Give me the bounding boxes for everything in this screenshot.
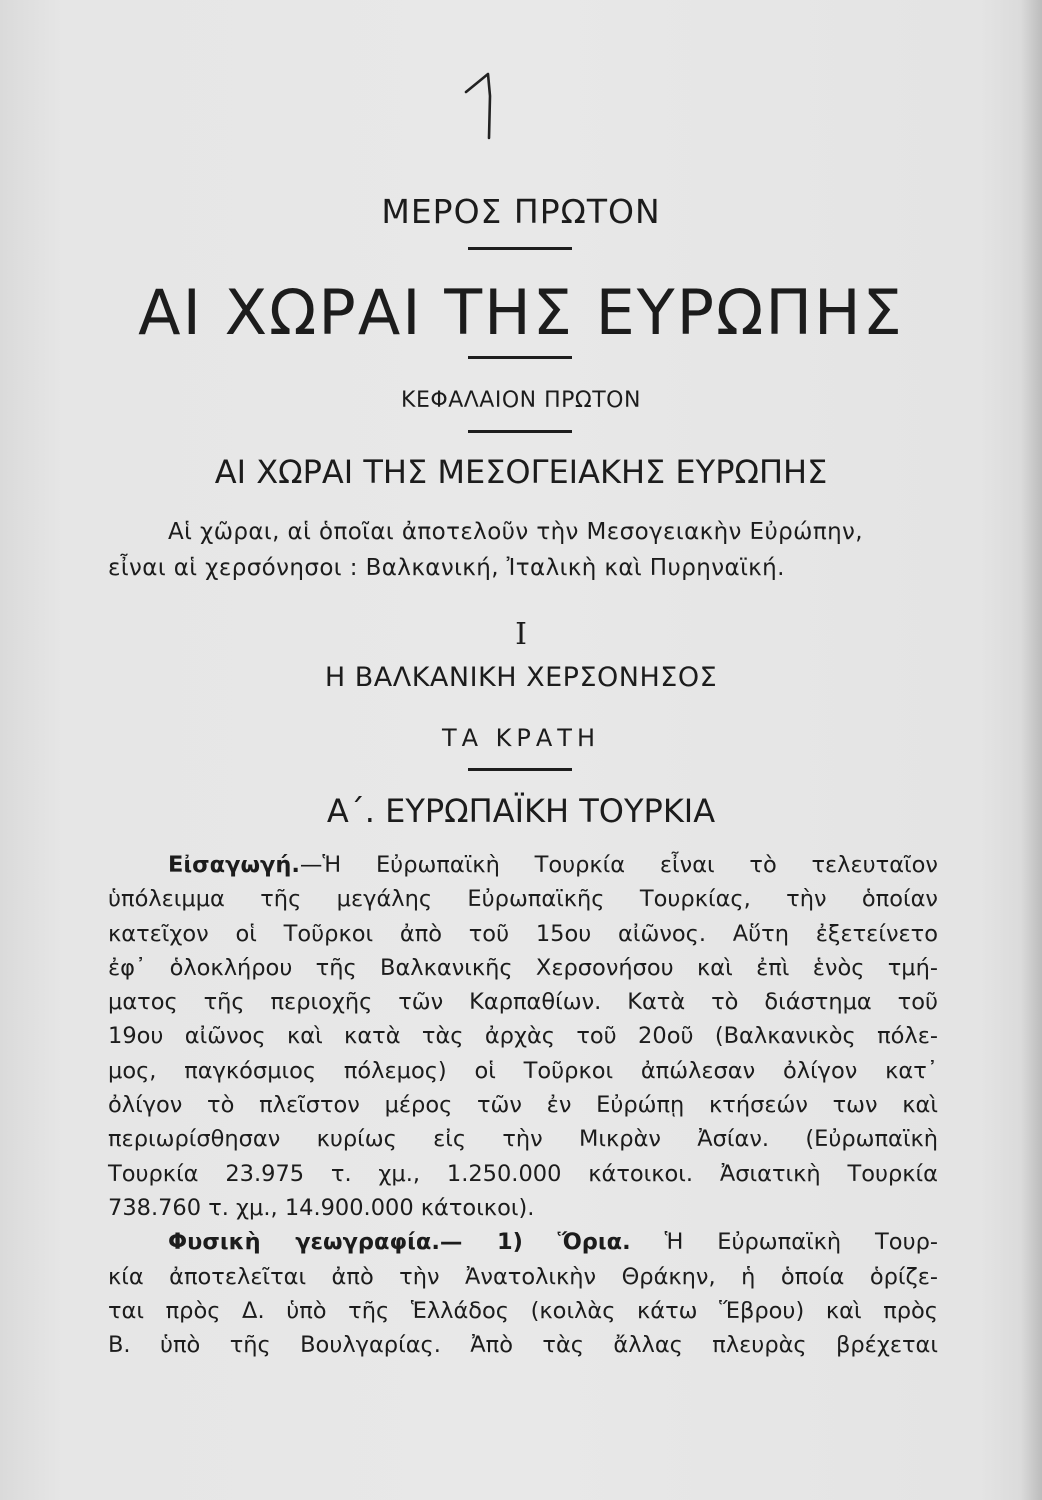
country-title: Α΄. ΕΥΡΩΠΑΪΚΗ ΤΟΥΡΚΙΑ: [326, 792, 716, 830]
intro-line: Αἱ χῶραι, αἱ ὁποῖαι ἀποτελοῦν τὴν Μεσογειακὴν Εὐρώπην,: [168, 519, 864, 545]
text-line: Τουρκία 23.975 τ. χμ., 1.250.000 κάτοικοι. Ἀσιατικὴ Τουρκία: [108, 1160, 938, 1187]
paragraph-label-physical-geography: Φυσικὴ γεωγραφία.— 1) Ὅρια.: [168, 1229, 631, 1256]
text-line: κατεῖχον οἱ Τοῦρκοι ἀπὸ τοῦ 15ου αἰῶνος. Αὕτη ἐξετείνετο: [108, 920, 938, 947]
paragraph-first-line: [108, 848, 938, 882]
text-line: ὑπόλειμμα τῆς μεγάλης Εὐρωπαϊκῆς Τουρκίας, τὴν ὁποίαν: [108, 886, 938, 913]
chapter-heading: ΚΕΦΑΛΑΙΟΝ ΠΡΩΤΟΝ: [401, 388, 641, 413]
text-line: Β. ὑπὸ τῆς Βουλγαρίας. Ἀπὸ τὰς ἄλλας πλευρὰς βρέχεται: [108, 1332, 938, 1359]
text-line: ἐφ᾿ ὁλοκλήρου τῆς Βαλκανικῆς Χερσονήσου καὶ ἐπὶ ἑνὸς τμή-: [108, 954, 938, 981]
text-line: ματος τῆς περιοχῆς τῶν Καρπαθίων. Κατὰ τὸ διάστημα τοῦ: [108, 989, 938, 1016]
text-line: 738.760 τ. χμ., 14.900.000 κάτοικοι).: [108, 1194, 535, 1221]
divider-rule: [468, 430, 572, 433]
text-run: Ἡ Εὐρωπαϊκὴ Τουρ-: [664, 1229, 938, 1256]
divider-rule: [468, 356, 572, 359]
part-heading: ΜΕΡΟΣ ΠΡΩΤΟΝ: [381, 192, 661, 231]
handwritten-page-number: [458, 66, 518, 146]
text-run: —Ἡ Εὐρωπαϊκὴ Τουρκία εἶναι τὸ τελευταῖον: [299, 852, 938, 878]
intro-line: εἶναι αἱ χερσόνησοι : Βαλκανική, Ἰταλικὴ καὶ Πυρηναϊκή.: [108, 555, 785, 581]
paragraph-label-introduction: Εἰσαγωγή.: [168, 852, 300, 878]
text-line: περιωρίσθησαν κυρίως εἰς τὴν Μικρὰν Ἀσίαν. (Εὐρωπαϊκὴ: [108, 1126, 938, 1153]
part-title: ΑΙ ΧΩΡΑΙ ΤΗΣ ΕΥΡΩΠΗΣ: [138, 276, 904, 349]
text-line: ὀλίγον τὸ πλεῖστον μέρος τῶν ἐν Εὐρώπῃ κτήσεών των καὶ: [108, 1092, 938, 1119]
chapter-title: ΑΙ ΧΩΡΑΙ ΤΗΣ ΜΕΣΟΓΕΙΑΚΗΣ ΕΥΡΩΠΗΣ: [214, 453, 828, 491]
states-heading: ΤΑ ΚΡΑΤΗ: [441, 724, 601, 752]
text-line: 19ου αἰῶνος καὶ κατὰ τὰς ἀρχὰς τοῦ 20οῦ (Βαλκανικὸς πόλε-: [108, 1023, 938, 1050]
body-text: [108, 848, 938, 1362]
paragraph-first-line: [108, 1225, 938, 1259]
divider-rule: [468, 768, 572, 771]
section-numeral: I: [515, 617, 527, 652]
text-line: ται πρὸς Δ. ὑπὸ τῆς Ἑλλάδος (κοιλὰς κάτω Ἕβρου) καὶ πρὸς: [108, 1297, 938, 1324]
section-title: Η ΒΑΛΚΑΝΙΚΗ ΧΕΡΣΟΝΗΣΟΣ: [324, 662, 718, 693]
text-line: κία ἀποτελεῖται ἀπὸ τὴν Ἀνατολικὴν Θράκην, ἡ ὁποία ὁρίζε-: [108, 1263, 938, 1290]
divider-rule: [468, 247, 572, 250]
text-line: μος, παγκόσμιος πόλεμος) οἱ Τοῦρκοι ἀπώλεσαν ὀλίγον κατ᾿: [108, 1057, 938, 1084]
